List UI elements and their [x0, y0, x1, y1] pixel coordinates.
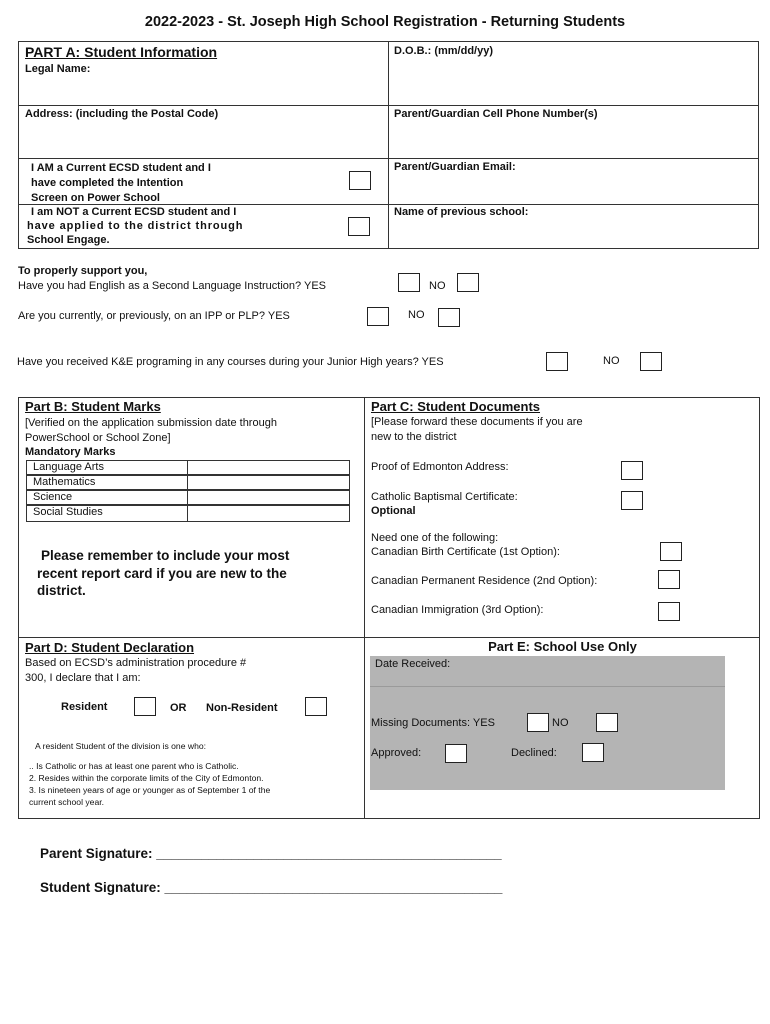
resident-criterion: current school year.: [29, 797, 104, 807]
legal-name-label: Legal Name:: [25, 63, 91, 75]
ke-no-label: NO: [603, 355, 620, 367]
residence-label: Canadian Permanent Residence (2nd Option):: [371, 575, 598, 587]
current-student-text: have completed the Intention: [31, 177, 184, 189]
student-signature-line[interactable]: Student Signature: _____________________________________________: [40, 880, 503, 895]
not-current-student-checkbox[interactable]: [348, 217, 370, 236]
part-b-note: PowerSchool or School Zone]: [25, 432, 171, 444]
divider: [370, 686, 725, 687]
not-current-student-text: School Engage.: [27, 234, 110, 246]
ipp-yes-checkbox[interactable]: [367, 307, 389, 326]
non-resident-label: Non-Resident: [206, 702, 278, 714]
part-d-heading: Part D: Student Declaration: [25, 640, 195, 655]
proof-address-label: Proof of Edmonton Address:: [371, 461, 509, 473]
resident-definition: A resident Student of the division is one who:: [35, 741, 207, 751]
ipp-no-checkbox[interactable]: [438, 308, 460, 327]
resident-label: Resident: [61, 701, 108, 713]
esl-question: Have you had English as a Second Language Instruction? YES: [18, 280, 327, 292]
dob-label: D.O.B.: (mm/dd/yy): [394, 45, 494, 57]
declined-checkbox[interactable]: [582, 743, 604, 762]
immigration-checkbox[interactable]: [658, 602, 680, 621]
part-d-text: Based on ECSD’s administration procedure #: [25, 657, 247, 669]
ke-no-checkbox[interactable]: [640, 352, 662, 371]
part-d-text: 300, I declare that I am:: [25, 672, 141, 684]
ipp-question: Are you currently, or previously, on an IPP or PLP? YES: [18, 310, 290, 322]
ipp-no-label: NO: [408, 309, 425, 321]
part-c-note: [Please forward these documents if you are: [371, 416, 583, 428]
divider: [388, 41, 389, 249]
address-label: Address: (including the Postal Code): [25, 108, 219, 120]
resident-checkbox[interactable]: [134, 697, 156, 716]
baptismal-checkbox[interactable]: [621, 491, 643, 510]
parent-phone-label: Parent/Guardian Cell Phone Number(s): [394, 108, 598, 120]
baptismal-label: Catholic Baptismal Certificate:: [371, 491, 518, 503]
residence-checkbox[interactable]: [658, 570, 680, 589]
divider: [18, 204, 759, 205]
missing-docs-label: Missing Documents: YES: [371, 717, 495, 729]
divider: [18, 158, 759, 159]
or-label: OR: [170, 702, 187, 714]
not-current-student-text: I am NOT a Current ECSD student and I: [31, 206, 237, 218]
resident-criterion: .. Is Catholic or has at least one parent who is Catholic.: [29, 761, 239, 771]
marks-row: [26, 505, 350, 522]
ke-question: Have you received K&E programing in any courses during your Junior High years? YES: [17, 356, 444, 368]
current-student-text: I AM a Current ECSD student and I: [31, 162, 211, 174]
report-card-reminder: Please remember to include your most: [41, 548, 290, 563]
divider: [364, 397, 365, 819]
non-resident-checkbox[interactable]: [305, 697, 327, 716]
subject-label: Mathematics: [33, 476, 96, 488]
divider: [18, 105, 759, 106]
missing-no-checkbox[interactable]: [596, 713, 618, 732]
parent-signature-line[interactable]: Parent Signature: ______________________________________________: [40, 846, 502, 861]
esl-no-label: NO: [429, 280, 446, 292]
part-b-heading: Part B: Student Marks: [25, 399, 161, 414]
esl-no-checkbox[interactable]: [457, 273, 479, 292]
proof-address-checkbox[interactable]: [621, 461, 643, 480]
optional-label: Optional: [371, 505, 416, 517]
birth-cert-checkbox[interactable]: [660, 542, 682, 561]
previous-school-label: Name of previous school:: [394, 206, 529, 218]
subject-label: Science: [33, 491, 73, 503]
parent-email-label: Parent/Guardian Email:: [394, 161, 516, 173]
marks-row: [26, 490, 350, 505]
report-card-reminder: recent report card if you are new to the: [37, 566, 287, 581]
part-a-heading: PART A: Student Information: [25, 44, 218, 60]
not-current-student-text: have applied to the district through: [27, 220, 244, 232]
declined-label: Declined:: [511, 747, 557, 759]
resident-criterion: 3. Is nineteen years of age or younger as of September 1 of the: [29, 785, 271, 795]
support-intro: To properly support you,: [18, 265, 148, 277]
ke-yes-checkbox[interactable]: [546, 352, 568, 371]
birth-cert-label: Canadian Birth Certificate (1st Option):: [371, 546, 560, 558]
approved-label: Approved:: [371, 747, 422, 759]
current-student-checkbox[interactable]: [349, 171, 371, 190]
part-c-note: new to the district: [371, 431, 457, 443]
subject-label: Language Arts: [33, 461, 104, 473]
immigration-label: Canadian Immigration (3rd Option):: [371, 604, 544, 616]
part-e-heading: Part E: School Use Only: [488, 639, 637, 654]
esl-yes-checkbox[interactable]: [398, 273, 420, 292]
need-one-label: Need one of the following:: [371, 532, 499, 544]
resident-criterion: 2. Resides within the corporate limits of the City of Edmonton.: [29, 773, 264, 783]
page-title: 2022-2023 - St. Joseph High School Registration - Returning Students: [144, 14, 626, 30]
missing-no-label: NO: [552, 717, 569, 729]
missing-yes-checkbox[interactable]: [527, 713, 549, 732]
subject-label: Social Studies: [33, 506, 103, 518]
approved-checkbox[interactable]: [445, 744, 467, 763]
date-received-label: Date Received:: [375, 658, 451, 670]
marks-row: [26, 460, 350, 475]
mandatory-marks-label: Mandatory Marks: [25, 446, 116, 458]
part-c-heading: Part C: Student Documents: [371, 399, 541, 414]
divider: [18, 637, 760, 638]
part-b-note: [Verified on the application submission date through: [25, 417, 277, 429]
current-student-text: Screen on Power School: [31, 192, 160, 204]
marks-row: [26, 475, 350, 490]
report-card-reminder: district.: [37, 583, 86, 598]
